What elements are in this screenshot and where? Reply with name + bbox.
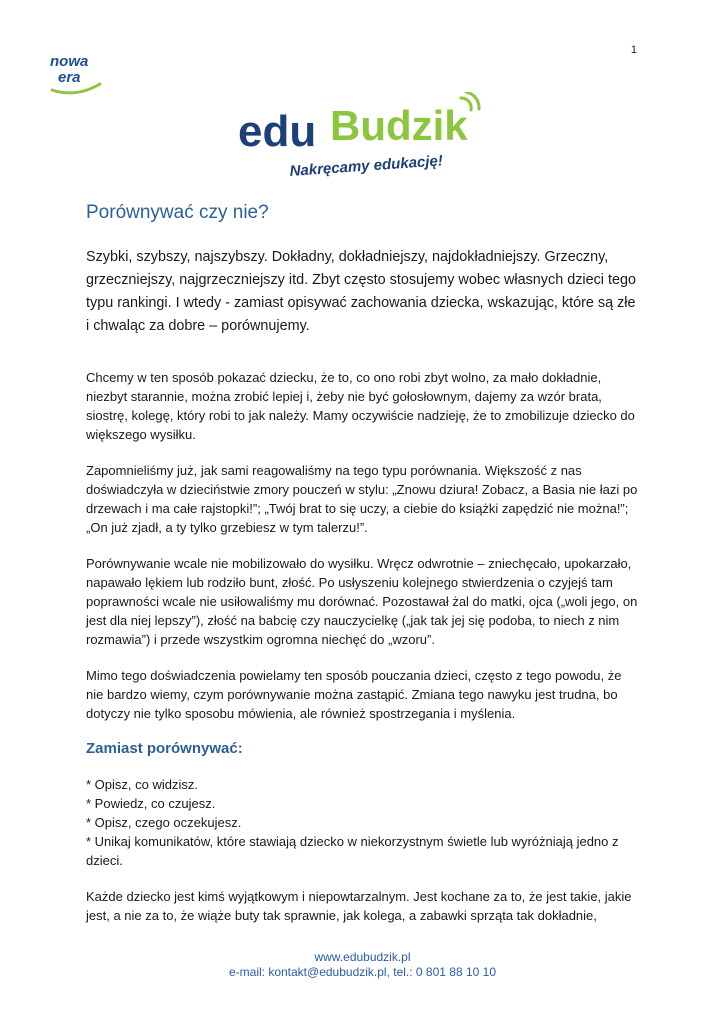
tips-list	[86, 775, 642, 870]
page-number: 1	[630, 44, 637, 56]
footer-contact: e-mail: kontakt@edubudzik.pl, tel.: 0 801 88 10 10	[228, 965, 496, 979]
nowa-era-logo	[48, 50, 104, 98]
footer-website-link[interactable]: www.edubudzik.pl	[314, 950, 411, 964]
paragraph: Chcemy w ten sposób pokazać dziecku, że to, co ono robi zbyt wolno, za mało dokładnie, niezbyt starannie, można zrobić lepiej i, żeby nie być gołosłownym, dajemy za wzór brata, siostrę, kolegę, który robi to jak należy. Mamy oczywiście nadzieję, że to zmobilizuje dziecko do większego wysiłku.	[86, 370, 635, 442]
edubudzik-logo	[238, 92, 488, 182]
brand-logo-edu: edu	[238, 107, 317, 156]
closing-paragraph: Każde dziecko jest kimś wyjątkowym i niepowtarzalnym. Jest kochane za to, że jest takie, jakie jest, a nie za to, że wiąże buty tak sprawnie, jak kolega, a zabawki sprząta tak dokładnie,	[86, 889, 632, 923]
brand-tagline: Nakręcamy edukację!	[289, 152, 444, 180]
paragraph: Porównywanie wcale nie mobilizowało do wysiłku. Wręcz odwrotnie – zniechęcało, upokarzało, napawało lękiem lub rodziło bunt, złość. Po usłyszeniu kolejnego stwierdzenia o czyjejś tam poprawności wcale nie usiłowaliśmy mu dorównać. Pozostawał żal do matki, ojca („woli jego, on jest dla niej lepszy”), złość na babcię czy nauczycielkę („jak tak jej się podoba, to niech z nim rozmawia”) i przede wszystkim ogromna niechęć do „wzoru”.	[86, 556, 638, 647]
nowa-era-logo-line2: era	[58, 69, 81, 86]
list-item: * Unikaj komunikatów, które stawiają dziecko w niekorzystnym świetle lub wyróżniają jedno z dzieci.	[86, 834, 619, 868]
list-item: * Powiedz, co czujesz.	[86, 796, 216, 811]
brand-logo-budzik: Budzik	[330, 102, 468, 149]
article	[86, 202, 642, 942]
nowa-era-logo-line1: nowa	[50, 53, 89, 70]
section-subtitle: Zamiast porównywać:	[86, 740, 243, 757]
paragraph: Mimo tego doświadczenia powielamy ten sposób pouczania dzieci, często z tego powodu, że nie bardzo wiemy, czym porównywanie można zastąpić. Zmiana tego nawyku jest trudna, bo dotyczy nie tylko sposobu mówienia, ale również spostrzegania i myślenia.	[86, 668, 622, 721]
lead-paragraph: Szybki, szybszy, najszybszy. Dokładny, dokładniejszy, najdokładniejszy. Grzeczny, grzeczniejszy, najgrzeczniejszy itd. Zbyt często stosujemy wobec własnych dzieci tego typu rankingi. I wtedy - zamiast opisywać zachowania dziecka, wskazując, które są złe i chwaląc za dobre – porównujemy.	[86, 249, 636, 334]
list-item: * Opisz, czego oczekujesz.	[86, 815, 242, 830]
footer	[0, 950, 725, 980]
list-item: * Opisz, co widzisz.	[86, 777, 198, 792]
article-title: Porównywać czy nie?	[86, 202, 269, 223]
paragraph: Zapomnieliśmy już, jak sami reagowaliśmy na tego typu porównania. Większość z nas doświadczyła w dzieciństwie zmory pouczeń w stylu: „Znowu dziura! Zobacz, a Basia nie łazi po drzewach i ma całe rajstopki!”; „Twój brat to się uczy, a ciebie do książki zapędzić nie można!”; „On już zjadł, a ty tylko grzebiesz w tym talerzu!”.	[86, 463, 638, 535]
